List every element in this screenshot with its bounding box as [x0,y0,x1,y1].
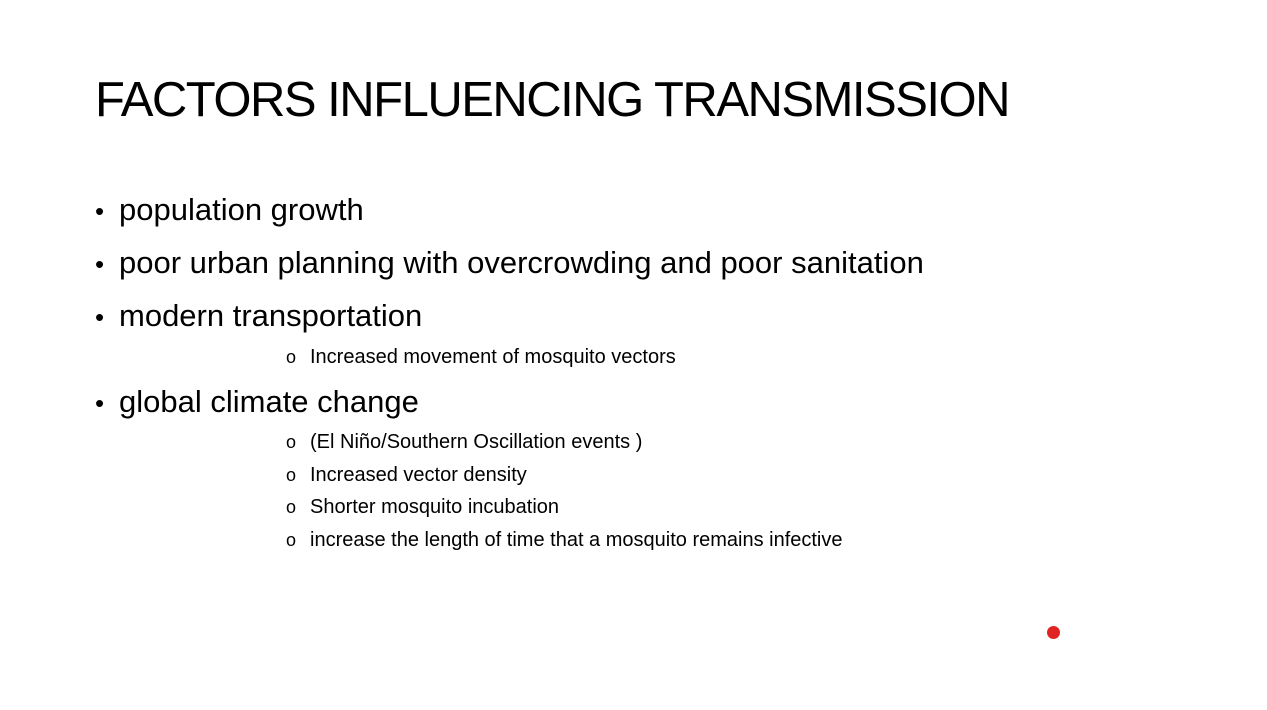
sub-marker: o [286,497,297,517]
sub-marker: o [286,465,297,485]
sub-item-text: Shorter mosquito incubation [310,496,560,518]
sub-marker: o [286,530,297,550]
bullet-marker: • [95,249,105,279]
bullet-text: modern transportation [119,298,423,333]
laser-pointer-dot [1047,626,1060,639]
sub-marker: o [286,432,297,452]
bullet-item [95,192,364,229]
sub-item [286,344,676,370]
bullet-item [95,298,422,335]
bullet-item [95,384,419,421]
sub-item [286,429,642,455]
sub-item-text: Increased movement of mosquito vectors [310,346,676,368]
sub-item-text: (El Niño/Southern Oscillation events ) [310,431,643,453]
bullet-text: global climate change [119,384,419,419]
bullet-text: population growth [119,192,364,227]
sub-marker: o [286,347,297,367]
bullet-marker: • [95,388,105,418]
bullet-marker: • [95,196,105,226]
bullet-text: poor urban planning with overcrowding and poor sanitation [119,245,924,280]
sub-item [286,494,559,520]
sub-item-text: Increased vector density [310,464,527,486]
bullet-marker: • [95,302,105,332]
sub-item [286,527,843,553]
slide-title: FACTORS INFLUENCING TRANSMISSION [95,73,1009,127]
sub-item [286,462,527,488]
sub-item-text: increase the length of time that a mosquito remains infective [310,529,843,551]
bullet-item [95,245,924,282]
